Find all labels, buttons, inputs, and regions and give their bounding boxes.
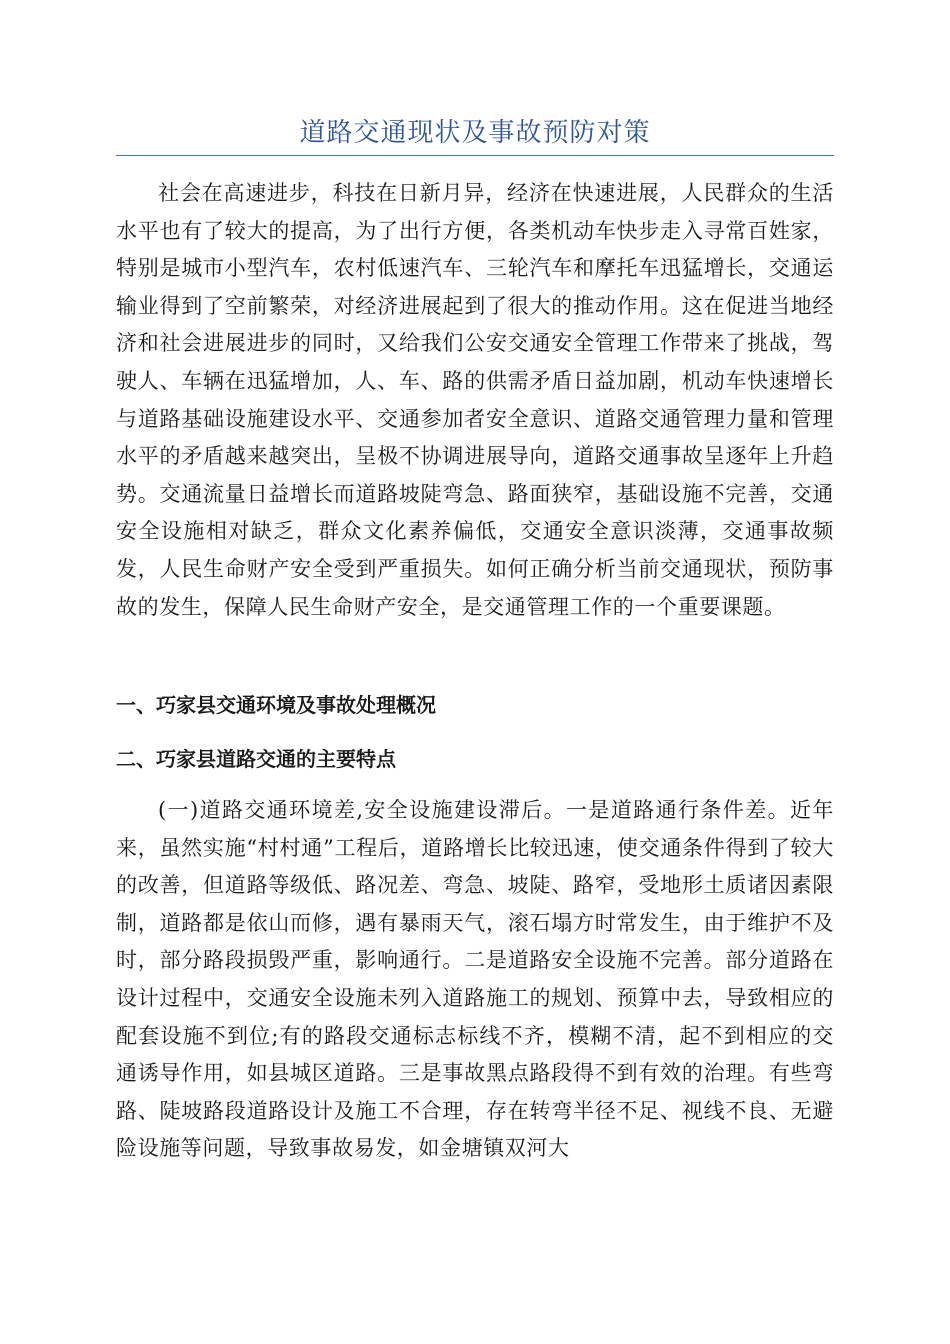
intro-paragraph: 社会在高速进步，科技在日新月异，经济在快速进展，人民群众的生活水平也有了较大的提高，为了出行方便，各类机动车快步走入寻常百姓家，特别是城市小型汽车，农村低速汽车、三轮汽车和摩托车迅猛增长，交通运输业得到了空前繁荣，对经济进展起到了很大的推动作用。这在促进当地经济和社会进展进步的同时，又给我们公安交通安全管理工作带来了挑战，驾驶人、车辆在迅猛增加，人、车、路的供需矛盾日益加剧，机动车快速增长与道路基础设施建设水平、交通参加者安全意识、道路交通管理力量和管理水平的矛盾越来越突出，呈极不协调进展导向，道路交通事故呈逐年上升趋势。交通流量日益增长而道路坡陡弯急、路面狭窄，基础设施不完善，交通安全设施相对缺乏，群众文化素养偏低，交通安全意识淡薄，交通事故频发，人民生命财产安全受到严重损失。如何正确分析当前交通现状，预防事故的发生，保障人民生命财产安全，是交通管理工作的一个重要课题。 bbox=[116, 181, 834, 619]
title-underline bbox=[116, 155, 834, 156]
section-heading-1: 一、巧家县交通环境及事故处理概况 bbox=[116, 693, 436, 717]
section-2-paragraph-1: (一)道路交通环境差,安全设施建设滞后。一是道路通行条件差。近年来，虽然实施“村村通”工程后，道路增长比较迅速，使交通条件得到了较大的改善，但道路等级低、路况差、弯急、坡陡、路窄，受地形土质诸因素限制，道路都是依山而修，遇有暴雨天气，滚石塌方时常发生，由于维护不及时，部分路段损毁严重，影响通行。二是道路安全设施不完善。部分道路在设计过程中，交通安全设施未列入道路施工的规划、预算中去，导致相应的配套设施不到位;有的路段交通标志标线不齐，模糊不清，起不到相应的交通诱导作用，如县城区道路。三是事故黑点路段得不到有效的治理。有些弯路、陡坡路段道路设计及施工不合理，存在转弯半径不足、视线不良、无避险设施等问题，导致事故易发，如金塘镇双河大 bbox=[116, 798, 834, 1161]
section-heading-2: 二、巧家县道路交通的主要特点 bbox=[116, 747, 396, 771]
document-title: 道路交通现状及事故预防对策 bbox=[299, 118, 651, 148]
